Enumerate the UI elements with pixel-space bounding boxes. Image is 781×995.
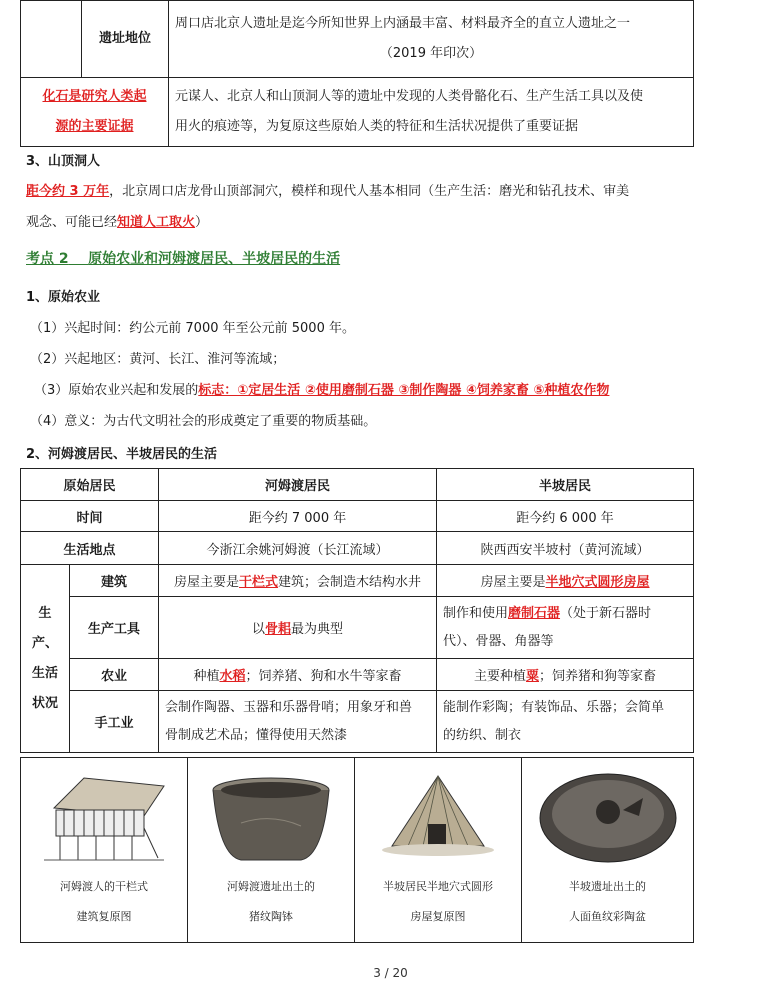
paragraph: 距今约 3 万年，北京周口店龙骨山顶部洞穴，模样和现代人基本相同（生产生活：磨光和钻孔技术、审美 xyxy=(26,184,630,199)
table-row: 生产、 生活 状况 建筑 房屋主要是干栏式建筑；会制造木结构水井 房屋主要是半地穴式圆形房屋 xyxy=(21,565,694,597)
table-row: 原始居民 河姆渡居民 半坡居民 xyxy=(21,469,694,501)
group-label: 生产、 生活 状况 xyxy=(21,565,70,753)
empty-cell xyxy=(21,1,82,78)
section-title: 3、山顶洞人 xyxy=(26,154,101,169)
table-row: 生产工具 以骨耜最为典型 制作和使用磨制石器（处于新石器时 代）、骨器、角器等 xyxy=(21,597,694,659)
table-row xyxy=(21,78,694,147)
list-item: （3）原始农业兴起和发展的标志：①定居生活 ②使用磨制石器 ③制作陶器 ④饲养家畜 ⑤种植农作物 xyxy=(34,383,610,398)
image-table xyxy=(20,757,694,943)
top-info-table xyxy=(20,0,694,147)
row-content: 元谋人、北京人和山顶洞人等的遗址中发现的人类骨骼化石、生产生活工具以及使 用火的痕迹等，为复原这些原始人类的特征和生活状况提供了重要证据 xyxy=(169,78,694,147)
kaodian-heading: 考点 2 原始农业和河姆渡居民、半坡居民的生活 xyxy=(26,251,341,267)
section-title: 2、河姆渡居民、半坡居民的生活 xyxy=(26,447,218,462)
fish-basin-image xyxy=(522,764,693,872)
table-row: 手工业 会制作陶器、玉器和乐器骨哨；用象牙和兽 骨制成艺术品；懂得使用天然漆 能制作彩陶；有装饰品、乐器；会简单 的纺织、制衣 xyxy=(21,691,694,753)
table-row: 生活地点 今浙江余姚河姆渡（长江流域） 陕西西安半坡村（黄河流域） xyxy=(21,532,694,565)
row-label: 化石是研究人类起 源的主要证据 xyxy=(21,78,169,147)
row-content: 周口店北京人遗址是迄今所知世界上内涵最丰富、材料最齐全的直立人遗址之一 （2019 年印次） xyxy=(169,1,694,78)
table-row: 时间 距今约 7 000 年 距今约 6 000 年 xyxy=(21,501,694,532)
pottery-bowl-image xyxy=(188,764,354,872)
row-label: 遗址地位 xyxy=(82,1,169,78)
list-item: （2）兴起地区：黄河、长江、淮河等流域； xyxy=(30,352,286,367)
residents-table xyxy=(20,468,694,753)
stilt-house-image xyxy=(21,764,187,872)
image-cell: 半坡遗址出土的 人面鱼纹彩陶盆 xyxy=(522,758,694,943)
list-item: （4）意义：为古代文明社会的形成奠定了重要的物质基础。 xyxy=(30,414,377,429)
table-row xyxy=(21,1,694,78)
page-number: 3 / 20 xyxy=(373,966,408,980)
image-cell: 河姆渡遗址出土的 猪纹陶钵 xyxy=(188,758,355,943)
paragraph: 观念、可能已经知道人工取火） xyxy=(26,215,209,230)
table-row: 农业 种植水稻；饲养猪、狗和水牛等家畜 主要种植粟；饲养猪和狗等家畜 xyxy=(21,659,694,691)
image-cell: 河姆渡人的干栏式 建筑复原图 xyxy=(21,758,188,943)
round-house-image xyxy=(355,764,521,872)
list-item: （1）兴起时间：约公元前 7000 年至公元前 5000 年。 xyxy=(30,321,355,336)
section-title: 1、原始农业 xyxy=(26,290,101,305)
image-cell: 半坡居民半地穴式圆形 房屋复原图 xyxy=(355,758,522,943)
